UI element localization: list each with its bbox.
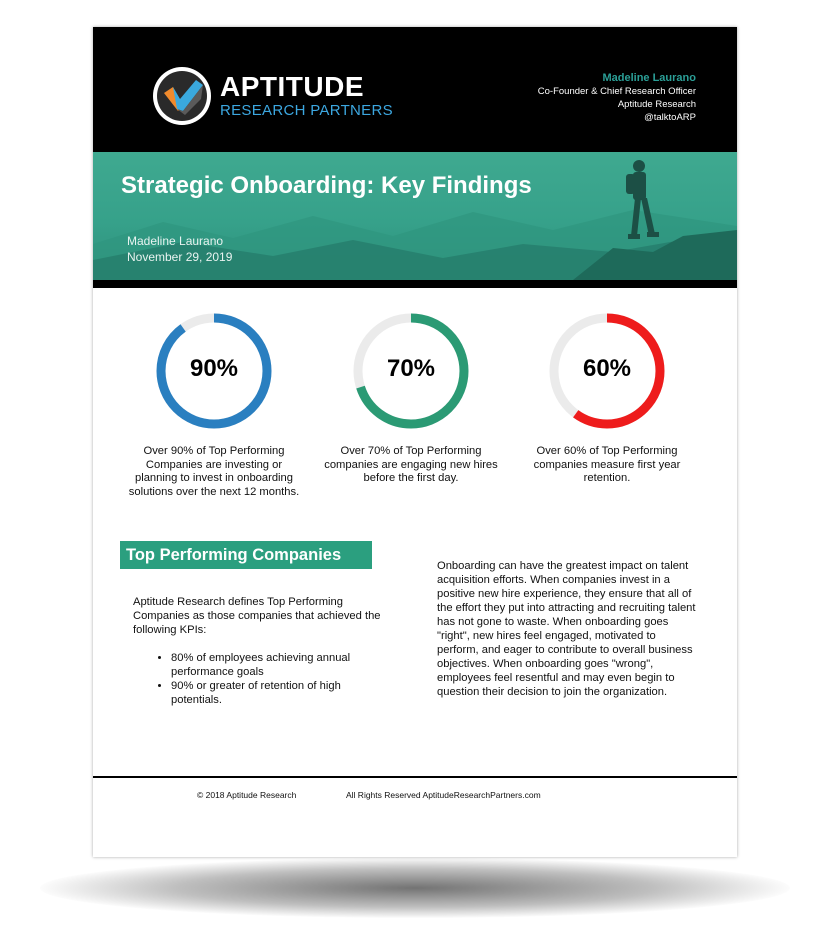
stat-caption: Over 90% of Top Performing Companies are investing or planning to invest in onboarding solutions over the next 12 months. <box>128 445 300 498</box>
aptitude-logo-icon <box>151 65 213 127</box>
stat-90-percent <box>124 311 304 499</box>
footer-divider <box>93 776 737 778</box>
stat-60-percent <box>517 311 697 486</box>
kpi-list <box>133 651 383 707</box>
footer-copyright: © 2018 Aptitude Research <box>197 790 297 800</box>
list-item: • 90% or greater of retention of high potentials. <box>171 679 383 707</box>
header <box>93 27 737 152</box>
logo-subtitle: RESEARCH PARTNERS <box>220 102 393 119</box>
onboarding-paragraph: Onboarding can have the greatest impact on talent acquisition efforts. When companies invest in a positive new hire experience, they ensure that all of the effort they put into attracting and recruiting talent has not gone to waste. When onboarding goes "right", new hires feel engaged, motivated to perform, and eager to contribute to overall business objectives. When onboarding goes "wrong", employees feel resentful and may even begin to question their decision to join the organization. <box>437 560 696 698</box>
title-banner <box>93 152 737 280</box>
author-contact <box>538 72 696 124</box>
author-handle: @talktoARP <box>644 112 696 123</box>
stat-value: 60% <box>582 355 632 382</box>
report-title: Strategic Onboarding: Key Findings <box>121 172 532 199</box>
author-organization: Aptitude Research <box>617 99 696 110</box>
stat-caption: Over 70% of Top Performing companies are engaging new hires before the first day. <box>324 445 498 484</box>
stat-70-percent <box>321 311 501 486</box>
document-page <box>93 27 737 857</box>
stat-value: 90% <box>189 355 239 382</box>
footer-rights: All Rights Reserved AptitudeResearchPartners.com <box>346 790 541 800</box>
banner-date: November 29, 2019 <box>127 250 233 264</box>
kpi-definition <box>133 595 383 707</box>
kpi-intro: Aptitude Research defines Top Performing Companies as those companies that achieved the following KPIs: <box>133 596 381 636</box>
list-item: • 80% of employees achieving annual performance goals <box>171 651 383 679</box>
author-name: Madeline Laurano <box>602 72 696 84</box>
banner-bottom-band <box>93 280 737 288</box>
logo-wordmark: APTITUDE <box>220 71 364 102</box>
stat-value: 70% <box>386 355 436 382</box>
banner-author: Madeline Laurano <box>127 234 224 248</box>
author-title: Co-Founder & Chief Research Officer <box>537 86 696 97</box>
section-heading: Top Performing Companies <box>120 541 372 569</box>
stat-caption: Over 60% of Top Performing companies measure first year retention. <box>533 445 681 484</box>
page-drop-shadow <box>40 858 790 918</box>
